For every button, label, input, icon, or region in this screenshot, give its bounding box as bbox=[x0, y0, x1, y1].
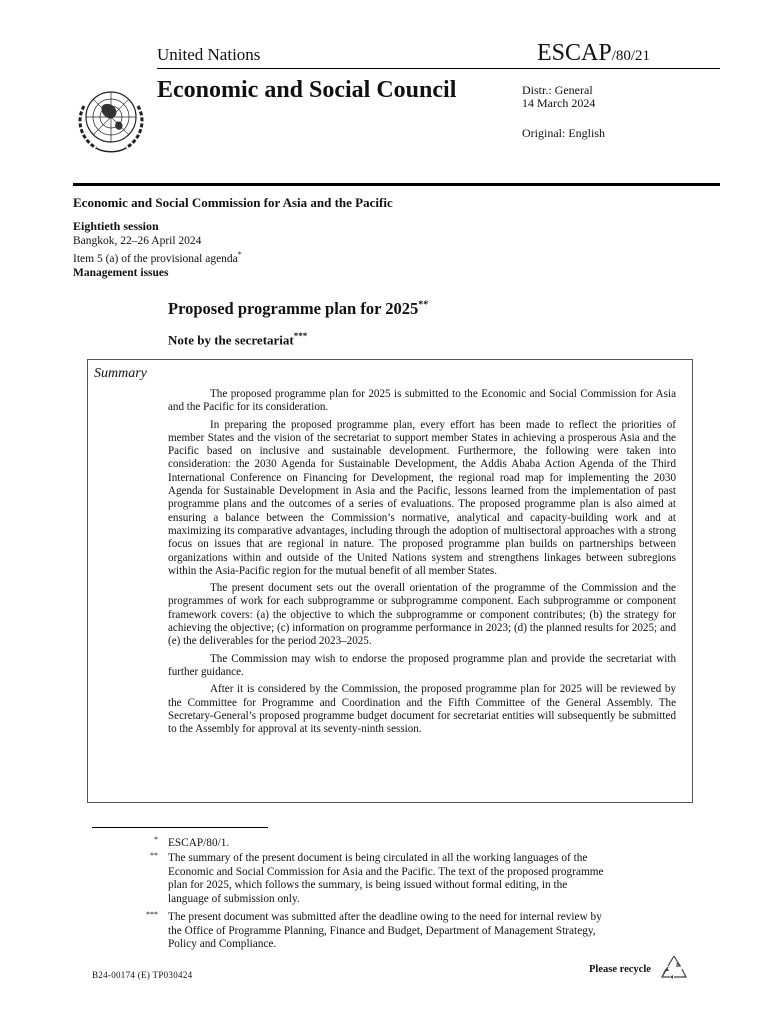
un-emblem-icon bbox=[70, 76, 152, 158]
summary-paragraph: In preparing the proposed programme plan, every effort has been made to reflect the priorities of member States and the vision of the secretariat to support member States in achieving a prosperous Asia and the Pacific based on inclusive and sustainable development. Furthermore, the following were taken into consideration: the 2030 Agenda for Sustainable Development, the Addis Ababa Action Agenda of the Third International Conference on Financing for Development, the regional road map for implementing the 2030 Agenda for Sustainable Development in Asia and the Pacific, lessons learned from the implementation of past programme plans and the outcomes of a series of evaluations. The proposed programme plan is also aimed at ensuring a balance between the Commission’s normative, analytical and capacity-building work and at maximizing its comparative advantages, including through the adoption of multisectoral approaches with a strong focus on issues that are regional in nature. The proposed programme plan builds on partnerships between organizations within and outside of the United Nations system and strengthens linkages between subregions within the Asia-Pacific region for the mutual benefit of all member States. bbox=[168, 418, 676, 577]
document-title-text: Proposed programme plan for 2025 bbox=[168, 299, 419, 318]
original-language: Original: English bbox=[522, 126, 605, 140]
footnote-ref[interactable]: ** bbox=[418, 299, 429, 311]
summary-heading: Summary bbox=[94, 366, 147, 381]
document-subtitle-text: Note by the secretariat bbox=[168, 332, 294, 348]
session-meta bbox=[73, 234, 242, 280]
commission-name: Economic and Social Commission for Asia and the Pacific bbox=[73, 195, 393, 210]
distribution-type: Distr.: General bbox=[522, 83, 593, 97]
job-number: B24-00174 (E) TP030424 bbox=[92, 970, 193, 980]
agenda-item bbox=[73, 248, 242, 266]
summary-paragraph: The present document sets out the overall orientation of the programme of the Commission and the programmes of work for each subprogramme or subprogramme component. Each subprogramme or component framework covers: (a) the objective to which the subprogramme or component contributes; (b) the strategy for achieving the objective; (c) information on programme performance in 2023; (d) the planned results for 2025; and (e) the deliverables for the period 2023–2025. bbox=[168, 582, 676, 648]
footnote-ref[interactable]: *** bbox=[293, 331, 308, 341]
agenda-topic: Management issues bbox=[73, 266, 169, 279]
session-title: Eightieth session bbox=[73, 219, 159, 233]
footnote-text: ESCAP/80/1. bbox=[168, 837, 230, 849]
summary-paragraph: After it is considered by the Commission, the proposed programme plan for 2025 will be reviewed by the Committee for Programme and Coordination and the Fifth Committee of the General Assembly. The Secretary-General’s proposed programme budget document for secretariat entities will subsequently be submitted to the Assembly for approval at its seventy-ninth session. bbox=[168, 683, 676, 736]
symbol-main: ESCAP bbox=[537, 40, 612, 66]
footnote-mark: ** bbox=[150, 851, 158, 860]
symbol-suffix: /80/21 bbox=[611, 48, 651, 64]
agenda-item-text: Item 5 (a) of the provisional agenda bbox=[73, 252, 238, 265]
footnote-rule bbox=[92, 827, 268, 828]
footnote-mark: * bbox=[154, 835, 158, 844]
footnote-text: The summary of the present document is being circulated in all the working languages of the Economic and Social Commission for Asia and the Pacific. The text of the proposed programme plan for 2025, which follows the summary, is being issued without formal editing, in the language of submission only. bbox=[168, 852, 604, 905]
summary-paragraph: The Commission may wish to endorse the proposed programme plan and provide the secretariat with further guidance. bbox=[168, 652, 676, 678]
council-title: Economic and Social Council bbox=[157, 77, 457, 103]
summary-body bbox=[168, 388, 676, 740]
place-date: Bangkok, 22–26 April 2024 bbox=[73, 235, 202, 247]
recycle-label: Please recycle bbox=[589, 964, 651, 975]
footnote-ref[interactable]: * bbox=[237, 250, 242, 259]
distribution-info bbox=[522, 84, 595, 110]
org-name: United Nations bbox=[157, 45, 261, 64]
summary-paragraph: The proposed programme plan for 2025 is submitted to the Economic and Social Commission for Asia and the Pacific for its consideration. bbox=[168, 388, 676, 414]
footnote-text: The present document was submitted after the deadline owing to the need for internal review by the Office of Programme Planning, Finance and Budget, Department of Management Strategy, Policy and Compliance. bbox=[168, 911, 602, 951]
footnote-mark: *** bbox=[146, 910, 158, 919]
document-title bbox=[168, 299, 428, 319]
document-symbol bbox=[537, 40, 650, 67]
document-subtitle bbox=[168, 331, 307, 348]
issue-date: 14 March 2024 bbox=[522, 96, 596, 110]
recycle-icon bbox=[660, 953, 688, 981]
section-rule bbox=[73, 183, 720, 186]
header-rule bbox=[157, 68, 720, 69]
